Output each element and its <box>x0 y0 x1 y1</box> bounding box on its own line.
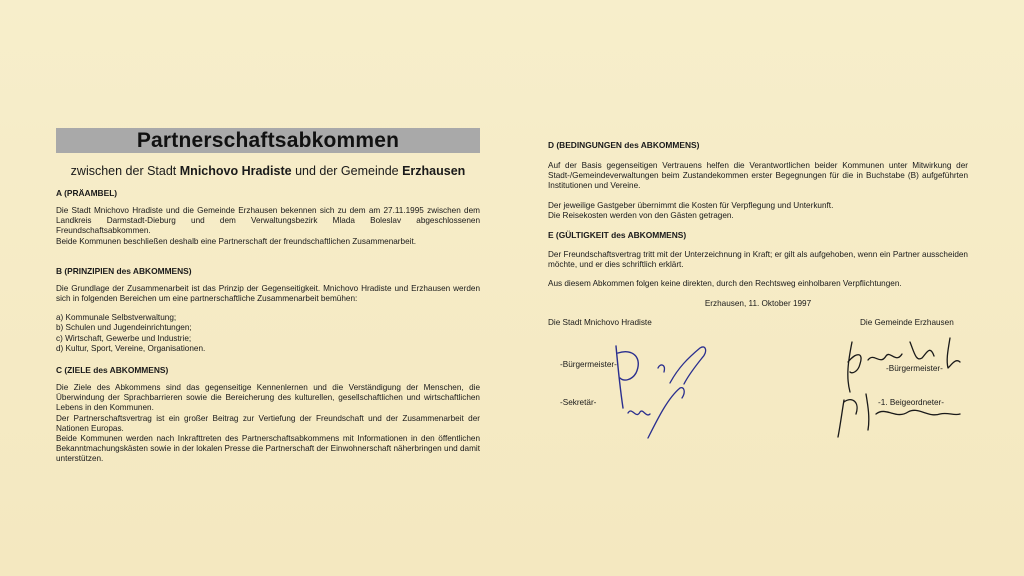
subtitle-city2: Erzhausen <box>402 164 466 178</box>
right-role-deputy: -1. Beigeordneter- <box>878 397 944 407</box>
list-item: d) Kultur, Sport, Vereine, Organisationen. <box>56 343 206 353</box>
left-column <box>56 128 480 465</box>
section-d-paragraph-2: Der jeweilige Gastgeber übernimmt die Kosten für Verpflegung und Unterkunft. <box>548 200 834 210</box>
section-a-heading: A (PRÄAMBEL) <box>56 188 118 198</box>
section-c-heading: C (ZIELE des ABKOMMENS) <box>56 365 169 376</box>
section-b-list <box>56 313 480 354</box>
subtitle-city1: Mnichovo Hradiste <box>179 164 292 178</box>
section-d-paragraph-1: Auf der Basis gegenseitigen Vertrauens helfen die Verantwortlichen beider Kommunen unter Mitwirkung der Stadt-/Gemeindeverwaltungen beim Zustandekommen erster Begegnungen für die in Buchstabe (B) aufgeführten Institutionen und Vereine. <box>548 161 968 191</box>
section-e-heading: E (GÜLTIGKEIT des ABKOMMENS) <box>548 230 687 241</box>
section-c-paragraph-1: Die Ziele des Abkommens sind das gegenseitige Kennenlernen und die Verständigung der Menschen, die Überwindung der Sprachbarrieren sowie die Bereicherung des kulturellen, gesellschaftlichen und wirtschaftlichen Lebens in den Kommunen. <box>56 383 480 413</box>
document-subtitle <box>56 164 480 178</box>
signature-area <box>548 318 968 448</box>
section-d-paragraph-3: Die Reisekosten werden von den Gästen getragen. <box>548 210 734 220</box>
right-column <box>548 140 968 448</box>
section-c-paragraph-3: Beide Kommunen werden nach Inkrafttreten des Partnerschaftsabkommens mit Informationen in den öffentlichen Bekanntmachungskästen sowie in der lokalen Presse die Partnerschaft der Einwohnerschaft näherbringen und damit unterstützen. <box>56 434 480 464</box>
mayor-signature-mnichovo <box>588 328 718 443</box>
subtitle-mid: und der Gemeinde <box>291 164 403 178</box>
left-role-mayor: -Bürgermeister- <box>560 359 617 369</box>
mayor-signature-erzhausen <box>830 322 970 442</box>
section-b-heading: B (PRINZIPIEN des ABKOMMENS) <box>56 265 192 276</box>
section-c-paragraph-2: Der Partnerschaftsvertrag ist ein großer Beitrag zur Vertiefung der Freundschaft und der Zusammenarbeit der Nationen Europas. <box>56 413 480 433</box>
document-title: Partnerschaftsabkommen <box>56 128 480 153</box>
right-role-mayor: -Bürgermeister- <box>886 363 943 373</box>
section-b-paragraph-1: Die Grundlage der Zusammenarbeit ist das Prinzip der Gegenseitigkeit. Mnichovo Hradiste und Erzhausen werden sich in folgenden Bereichen um eine partnerschaftliche Zusammenarbeit bemühen: <box>56 283 480 304</box>
section-e-paragraph-1: Der Freundschaftsvertrag tritt mit der Unterzeichnung in Kraft; er gilt als aufgehoben, wenn ein Partner ausscheiden möchte, und er dies schriftlich erklärt. <box>548 250 968 270</box>
left-role-secretary: -Sekretär- <box>560 397 597 407</box>
list-item: b) Schulen und Jugendeinrichtungen; <box>56 323 192 333</box>
section-a-paragraph-2: Beide Kommunen beschließen deshalb eine Partnerschaft der freundschaftlichen Zusammenarbeit. <box>56 236 416 246</box>
section-e-paragraph-2: Aus diesem Abkommen folgen keine direkten, durch den Rechtsweg einholbaren Verpflichtungen. <box>548 279 902 289</box>
right-party-label: Die Gemeinde Erzhausen <box>860 317 954 327</box>
list-item: a) Kommunale Selbstverwaltung; <box>56 313 177 323</box>
section-a-paragraph-1: Die Stadt Mnichovo Hradiste und die Gemeinde Erzhausen bekennen sich zu dem am 27.11.1995 zwischen dem Landkreis Darmstadt-Dieburg und dem Verwaltungsbezirk Mlada Boleslav abgeschlossenen Freundschaftsabkommen. <box>56 206 480 236</box>
section-d-heading: D (BEDINGUNGEN des ABKOMMENS) <box>548 140 700 150</box>
subtitle-pre: zwischen der Stadt <box>70 164 180 178</box>
left-party-label: Die Stadt Mnichovo Hradiste <box>548 317 652 327</box>
list-item: c) Wirtschaft, Gewerbe und Industrie; <box>56 333 192 343</box>
place-and-date: Erzhausen, 11. Oktober 1997 <box>704 298 812 308</box>
